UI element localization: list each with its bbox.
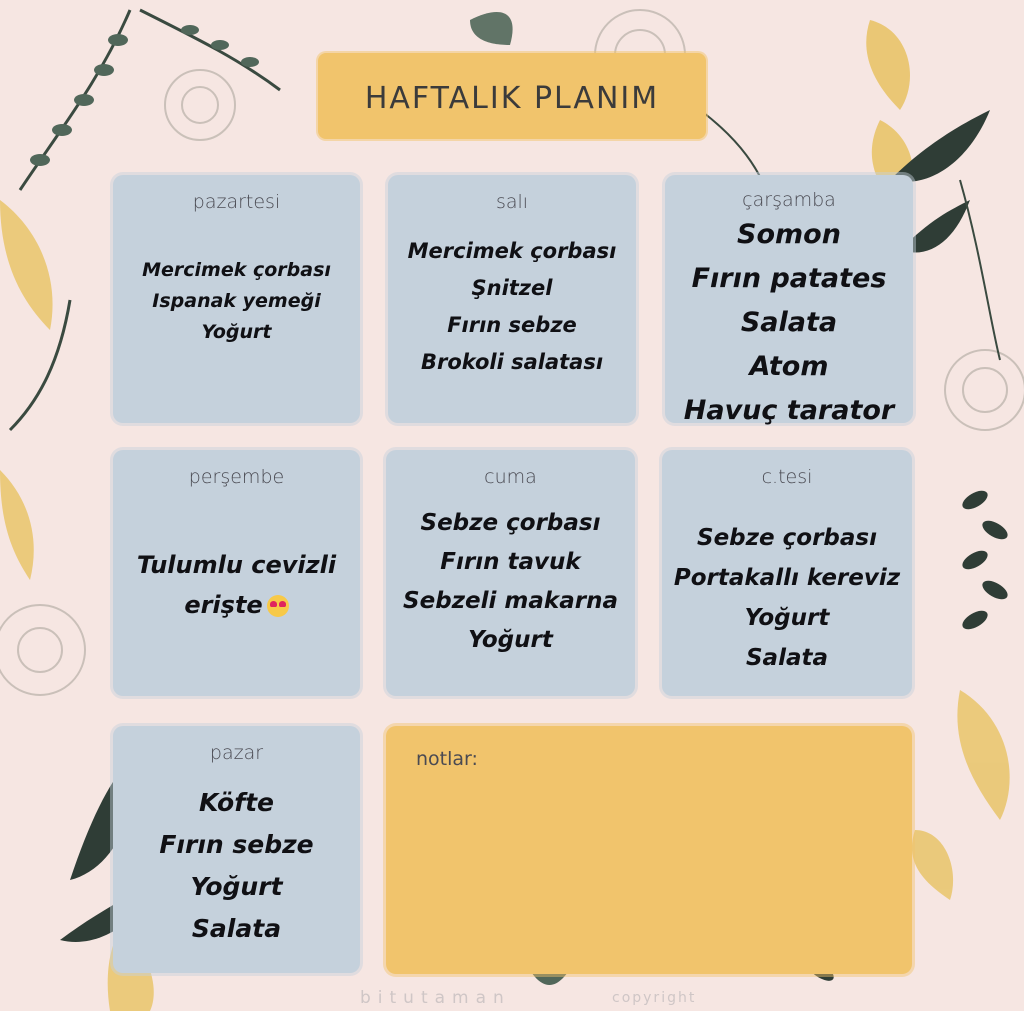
menu-item: Sebze çorbası [697, 525, 877, 551]
day-card-ctesi [662, 450, 912, 696]
menu-item: Mercimek çorbası [407, 239, 617, 263]
day-card-persembe [113, 450, 360, 696]
menu-item: Salata [745, 645, 828, 671]
menu-item: Köfte [199, 788, 274, 817]
heart-eyes-emoji-icon [267, 595, 289, 617]
menu-list [113, 545, 360, 625]
menu-list [662, 518, 912, 678]
menu-item: Mercimek çorbası [142, 259, 331, 281]
notes-area[interactable] [386, 726, 912, 974]
menu-item: Salata [740, 307, 838, 338]
menu-item: Sebzeli makarna [403, 588, 618, 614]
menu-item: Yoğurt [468, 627, 553, 653]
copyright-text: copyright [612, 990, 697, 1006]
menu-list [388, 233, 636, 381]
day-label: pazar [209, 742, 264, 764]
day-card-carsamba [665, 175, 913, 426]
menu-item: Fırın sebze [159, 830, 314, 859]
day-label: salı [495, 191, 529, 213]
menu-item: Tulumlu cevizli [136, 551, 337, 579]
day-label: pazartesi [192, 191, 281, 213]
page-title: HAFTALIK PLANIM [364, 81, 660, 116]
day-card-pazar [113, 726, 360, 973]
menu-item: Yoğurt [201, 321, 272, 343]
menu-item: Şnitzel [471, 276, 553, 300]
menu-item: Yoğurt [190, 872, 283, 901]
watermark: bitutaman [360, 988, 511, 1008]
day-card-cuma [386, 450, 635, 696]
menu-item: Fırın sebze [447, 313, 577, 337]
menu-list [665, 213, 913, 433]
menu-item: Brokoli salatası [420, 350, 604, 374]
title-banner [318, 53, 706, 139]
menu-item: Salata [191, 914, 282, 943]
menu-item: Sebze çorbası [420, 510, 601, 536]
notes-label: notlar: [416, 748, 478, 770]
menu-list [113, 255, 360, 348]
day-label: perşembe [188, 466, 285, 488]
menu-list [386, 504, 635, 660]
day-label: cuma [484, 466, 537, 488]
day-card-sali [388, 175, 636, 423]
day-card-pazartesi [113, 175, 360, 423]
menu-item: erişte [184, 591, 263, 619]
menu-item: Fırın tavuk [440, 549, 581, 575]
day-label: çarşamba [742, 189, 836, 211]
menu-item: Havuç tarator [683, 395, 895, 426]
menu-item: Atom [749, 351, 829, 382]
menu-item: Yoğurt [744, 605, 830, 631]
menu-item: Portakallı kereviz [673, 565, 901, 591]
menu-item: Fırın patates [691, 263, 887, 294]
menu-list [113, 782, 360, 950]
menu-item: Somon [737, 219, 841, 250]
menu-item: Ispanak yemeği [152, 290, 321, 312]
day-label: c.tesi [761, 466, 813, 488]
